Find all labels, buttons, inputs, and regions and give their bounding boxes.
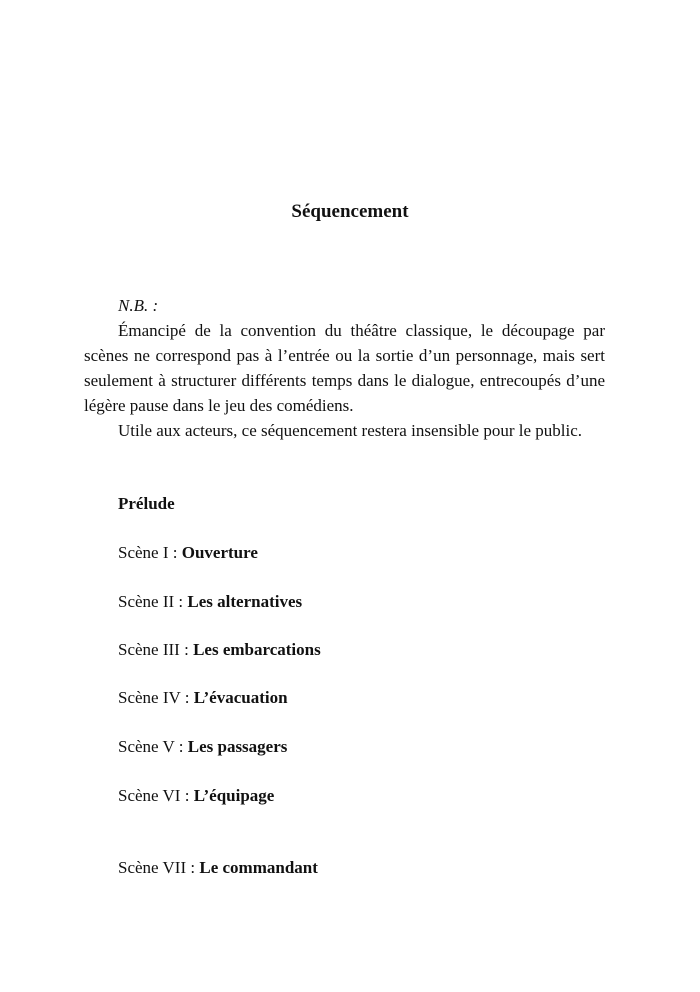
- scene-title: Les passagers: [187, 737, 288, 756]
- scene-title: Les embarcations: [193, 640, 321, 659]
- prelude-entry: [118, 491, 175, 516]
- scene-label: Scène VII :: [118, 858, 200, 877]
- scene-title: L’évacuation: [193, 688, 288, 707]
- scene-entry-6: [118, 783, 274, 808]
- scene-entry-7: [118, 855, 318, 880]
- notes-section: [84, 293, 605, 443]
- scene-entry-1: [118, 540, 258, 565]
- notes-paragraph-1: Émancipé de la convention du théâtre classique, le découpage par scènes ne correspond pas à l’entrée ou la sortie d’un personnage, mais sert seulement à structurer différents temps dans le dialogue, entrecoupés d’une légère pause dans le jeu des comédiens.: [84, 321, 605, 415]
- scene-label: Scène III :: [118, 640, 194, 659]
- page-title: Séquencement: [291, 201, 409, 222]
- prelude-title: Prélude: [118, 494, 175, 513]
- notes-paragraph-2: Utile aux acteurs, ce séquencement restera insensible pour le public.: [118, 421, 583, 440]
- scene-label: Scène V :: [118, 737, 188, 756]
- scene-title: Ouverture: [181, 543, 258, 562]
- scene-label: Scène II :: [118, 592, 188, 611]
- scene-title: L’équipage: [193, 786, 275, 805]
- scene-title: Les alternatives: [187, 592, 303, 611]
- scene-entry-5: [118, 734, 287, 759]
- scene-title: Le commandant: [199, 858, 318, 877]
- scene-label: Scène I :: [118, 543, 182, 562]
- nb-label: N.B. :: [118, 296, 159, 315]
- scene-label: Scène VI :: [118, 786, 194, 805]
- scene-entry-3: [118, 637, 321, 662]
- scene-label: Scène IV :: [118, 688, 194, 707]
- scene-entry-2: [118, 589, 302, 614]
- scene-entry-4: [118, 685, 288, 710]
